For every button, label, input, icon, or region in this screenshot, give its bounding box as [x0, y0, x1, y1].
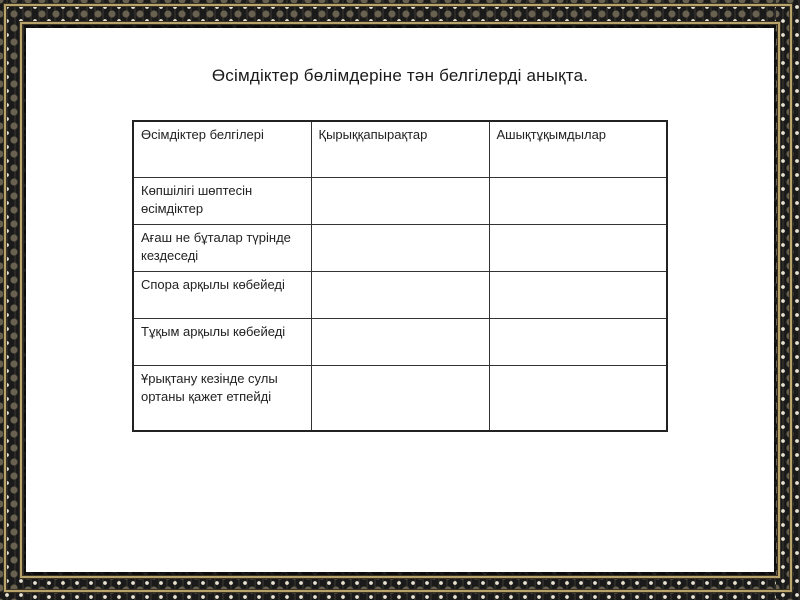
trait-cell: Ағаш не бұталар түрінде кездеседі — [133, 225, 311, 272]
table-header-cell: Өсімдіктер белгілері — [133, 121, 311, 178]
traits-table — [132, 120, 668, 432]
table-row — [133, 319, 667, 366]
table-row — [133, 225, 667, 272]
answer-cell — [311, 366, 489, 432]
answer-cell — [489, 272, 667, 319]
table-row — [133, 366, 667, 432]
answer-cell — [489, 366, 667, 432]
table-row — [133, 272, 667, 319]
answer-cell — [311, 272, 489, 319]
answer-cell — [311, 178, 489, 225]
answer-cell — [489, 225, 667, 272]
answer-cell — [311, 225, 489, 272]
answer-cell — [489, 178, 667, 225]
slide-title: Өсімдіктер бөлімдеріне тән белгілерді анықта. — [211, 66, 589, 85]
answer-cell — [311, 319, 489, 366]
trait-cell: Тұқым арқылы көбейеді — [133, 319, 311, 366]
slide-content — [26, 28, 774, 572]
table-header-row — [133, 121, 667, 178]
table-header-cell: Қырыққапырақтар — [311, 121, 489, 178]
trait-cell: Спора арқылы көбейеді — [133, 272, 311, 319]
table-header-cell: Ашықтұқымдылар — [489, 121, 667, 178]
trait-cell: Ұрықтану кезінде сулы ортаны қажет етпейді — [133, 366, 311, 432]
table-row — [133, 178, 667, 225]
answer-cell — [489, 319, 667, 366]
trait-cell: Көпшілігі шөптесін өсімдіктер — [133, 178, 311, 225]
